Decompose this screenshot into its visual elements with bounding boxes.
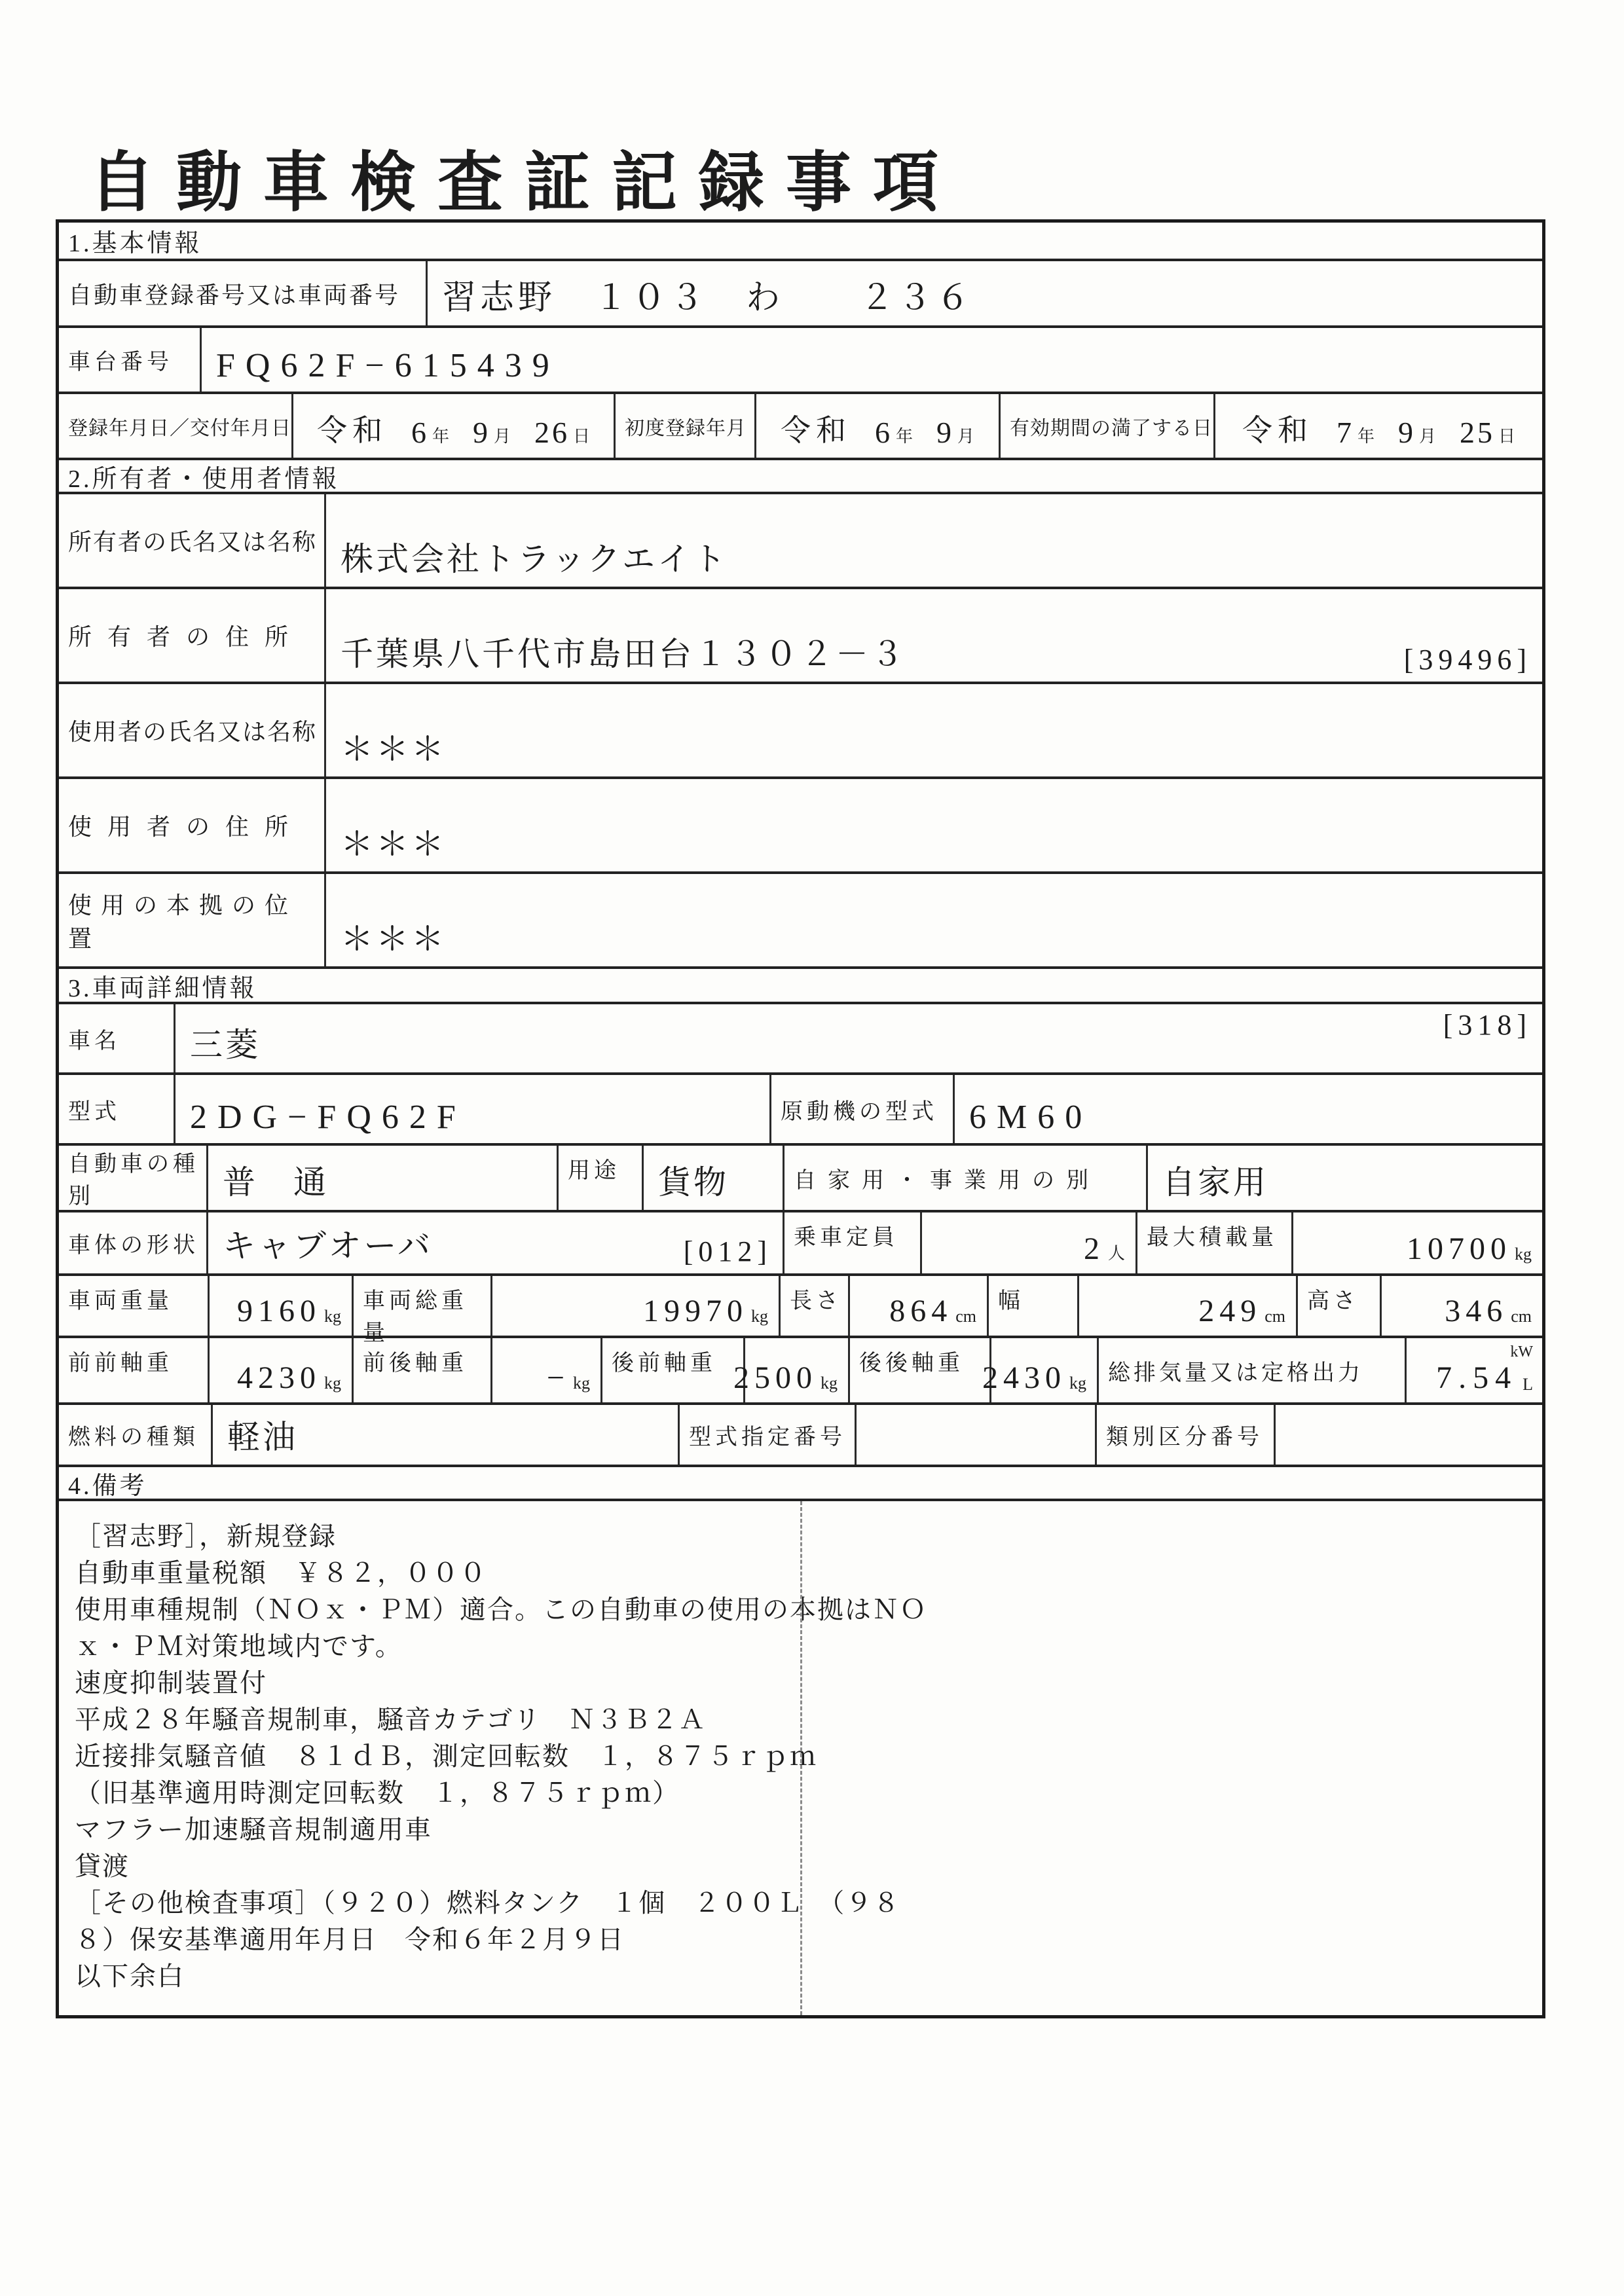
capacity-value [920,1212,1135,1273]
use-value: 貨物 [642,1146,783,1210]
private-business-label: 自家用・事業用の別 [783,1146,1146,1210]
type-approval-label: 型式指定番号 [678,1405,855,1465]
year-value: 6 [874,416,893,449]
axle-rear-rear-number: 2430 [982,1360,1066,1395]
axle-rear-rear-unit: kg [1069,1374,1086,1393]
user-address-label: 使用者の住所 [68,814,304,840]
car-name-value [174,1004,1542,1072]
axle-front-rear-number: − [546,1360,570,1395]
width-unit: cm [1264,1307,1285,1326]
owner-name-value: 株式会社トラックエイト [324,494,1542,587]
displacement-label: 総排気量又は定格出力 [1097,1338,1405,1402]
remark-line: （旧基準適用時測定回転数 １，８７５ｒｐｍ） [75,1778,680,1808]
category-value: 普 通 [206,1146,557,1210]
body-shape-code: [012] [683,1235,772,1267]
capacity-unit: 人 [1107,1244,1125,1263]
height-value [1380,1276,1542,1336]
chassis-number-label: 車台番号 [68,350,173,374]
axle-front-front-number: 4230 [237,1360,321,1395]
remark-line: 自動車重量税額 ￥８２，０００ [75,1558,487,1588]
axle-rear-front-label: 後前軸重 [600,1338,743,1402]
section-1-title: 1.基本情報 [68,230,202,257]
row-user-address [59,776,1542,871]
length-value [848,1276,987,1336]
remark-line: マフラー加速騒音規制適用車 [75,1815,432,1844]
section-1-header-row [59,223,1542,259]
remark-line: 使用車種規制（ＮＯｘ・ＰＭ）適合。この自動車の使用の本拠はＮＯ [75,1595,927,1624]
era-text: 令和 [780,414,851,447]
vehicle-weight-label: 車両重量 [68,1289,173,1313]
vehicle-weight-value [208,1276,352,1336]
row-axle-weights [59,1336,1542,1402]
month-value: 9 [472,416,490,449]
user-name-label: 使用者の氏名又は名称 [68,719,318,745]
gross-weight-unit: kg [751,1307,768,1326]
owner-address-code: [39496] [1403,644,1532,676]
row-owner-address [59,587,1542,682]
height-label: 高さ [1296,1276,1380,1336]
month-unit: 月 [493,427,511,446]
month-unit: 月 [1418,427,1436,446]
section-2-header-row [59,458,1542,492]
row-car-name [59,1002,1542,1072]
year-unit: 年 [1357,427,1375,446]
class-code-label: 類別区分番号 [1095,1405,1274,1465]
day-value: 26 [534,416,570,449]
fuel-value: 軽油 [211,1405,678,1465]
expiry-date-value [1213,394,1542,458]
reg-number-label: 自動車登録番号又は車両番号 [68,282,401,308]
row-body-shape [59,1210,1542,1273]
remark-line: ｘ・ＰＭ対策地域内です。 [75,1631,403,1661]
owner-name-label: 所有者の氏名又は名称 [68,529,318,555]
row-chassis-number [59,325,1542,392]
expiry-date-label: 有効期間の満了する日 [999,394,1213,458]
registration-date-label: 登録年月日／交付年月日 [68,417,291,439]
remark-line: 貸渡 [75,1851,130,1881]
month-value: 9 [936,416,954,449]
width-value [1077,1276,1296,1336]
gross-weight-value [490,1276,779,1336]
car-name-code: [318] [1443,1009,1532,1041]
certificate-table [56,219,1545,2018]
registration-date-value [291,394,614,458]
axle-front-front-unit: kg [324,1374,341,1393]
capacity-label: 乗車定員 [783,1212,920,1273]
axle-front-front-value [208,1338,352,1402]
max-load-label: 最大積載量 [1135,1212,1291,1273]
category-label: 自動車の種別 [68,1152,199,1209]
section-3-title: 3.車両詳細情報 [68,974,257,1002]
day-unit: 日 [1498,427,1516,446]
max-load-number: 10700 [1407,1231,1511,1266]
base-location-value: ＊＊＊ [324,874,1542,966]
engine-model-label: 原動機の型式 [769,1075,953,1143]
remark-line: ［習志野］，新規登録 [75,1522,337,1551]
year-value: 6 [411,416,429,449]
remark-line: 近接排気騒音値 ８１ｄＢ，測定回転数 １，８７５ｒｐｍ [75,1741,817,1771]
displacement-unit-kw: kW [1510,1343,1533,1360]
car-name-label: 車名 [68,1029,120,1053]
chassis-number-value: FQ62F−615439 [200,328,1542,392]
displacement-unit-l: L [1522,1375,1533,1394]
owner-address-value [324,589,1542,682]
gross-weight-number: 19970 [643,1294,748,1328]
era-text: 令和 [316,414,388,447]
displacement-number: 7.54 [1436,1360,1518,1395]
day-value: 25 [1460,416,1495,449]
row-dates [59,392,1542,458]
remark-line: ［その他検査事項］（９２０）燃料タンク １個 ２００Ｌ （９８ [75,1888,901,1918]
capacity-number: 2 [1083,1231,1105,1266]
vehicle-weight-number: 9160 [237,1294,321,1328]
section-2-title: 2.所有者・使用者情報 [68,465,340,493]
axle-front-rear-label: 前後軸重 [352,1338,490,1402]
remark-line: ８）保安基準適用年月日 令和６年２月９日 [75,1925,625,1954]
body-shape-value [206,1212,783,1273]
private-business-value: 自家用 [1146,1146,1542,1210]
axle-rear-front-value [733,1338,848,1402]
remarks-box [59,1499,1542,2015]
model-value: 2DG−FQ62F [174,1075,769,1143]
row-model [59,1072,1542,1143]
width-label: 幅 [987,1276,1077,1336]
first-registration-value [754,394,999,458]
month-unit: 月 [957,427,975,446]
row-user-name [59,682,1542,776]
body-shape-text: キャブオーバ [223,1228,433,1264]
row-base-location [59,871,1542,966]
year-unit: 年 [432,427,449,446]
month-value: 9 [1397,416,1416,449]
axle-rear-front-number: 2500 [733,1360,817,1395]
model-label: 型式 [68,1099,120,1124]
row-registration-number [59,259,1542,325]
axle-rear-front-unit: kg [821,1374,838,1393]
year-value: 7 [1336,416,1354,449]
day-unit: 日 [573,427,591,446]
class-code-value [1274,1405,1542,1465]
reg-number-value: 習志野 １０３ わ ２３６ [426,261,1542,325]
width-number: 249 [1198,1294,1262,1328]
section-3-header-row [59,966,1542,1002]
section-4-header-row [59,1465,1542,1499]
row-category-use [59,1143,1542,1210]
first-registration-label: 初度登録年月 [614,394,754,458]
row-weights-dimensions [59,1273,1542,1345]
row-fuel-type [59,1402,1542,1465]
max-load-value [1291,1212,1542,1273]
page-title: 自動車検査証記録事項 [89,147,960,219]
axle-front-rear-value [490,1338,600,1402]
user-address-value: ＊＊＊ [324,779,1542,871]
type-approval-value [855,1405,1095,1465]
displacement-value [1405,1338,1542,1402]
max-load-unit: kg [1515,1245,1532,1264]
remark-line: 平成２８年騒音規制車，騒音カテゴリ Ｎ３Ｂ２Ａ [75,1705,707,1734]
remarks-text [59,1501,927,2015]
remarks-divider-line [800,1501,802,2015]
body-shape-label: 車体の形状 [68,1233,199,1258]
row-owner-name [59,492,1542,587]
height-unit: cm [1511,1307,1532,1326]
axle-rear-rear-label: 後後軸重 [848,1338,989,1402]
use-label: 用途 [557,1146,642,1210]
section-4-title: 4.備考 [68,1472,147,1500]
length-label: 長さ [779,1276,848,1336]
remark-line: 以下余白 [75,1961,185,1991]
gross-weight-label: 車両総重量 [352,1276,490,1336]
year-unit: 年 [895,427,913,446]
engine-model-value: 6M60 [953,1075,1542,1143]
length-number: 864 [889,1294,953,1328]
vehicle-weight-unit: kg [324,1307,341,1326]
height-number: 346 [1445,1294,1508,1328]
user-name-value: ＊＊＊ [324,684,1542,776]
owner-address-text: 千葉県八千代市島田台１３０２－３ [341,636,906,672]
axle-rear-rear-value [982,1338,1097,1402]
axle-front-front-label: 前前軸重 [68,1351,173,1376]
remark-line: 速度抑制装置付 [75,1668,267,1698]
base-location-label: 使用の本拠の位置 [68,892,298,952]
owner-address-label: 所有者の住所 [68,624,304,650]
era-text: 令和 [1242,414,1313,447]
car-name-text: 三菱 [190,1027,261,1063]
fuel-label: 燃料の種類 [68,1425,199,1449]
length-unit: cm [955,1307,976,1326]
axle-front-rear-unit: kg [573,1374,590,1393]
